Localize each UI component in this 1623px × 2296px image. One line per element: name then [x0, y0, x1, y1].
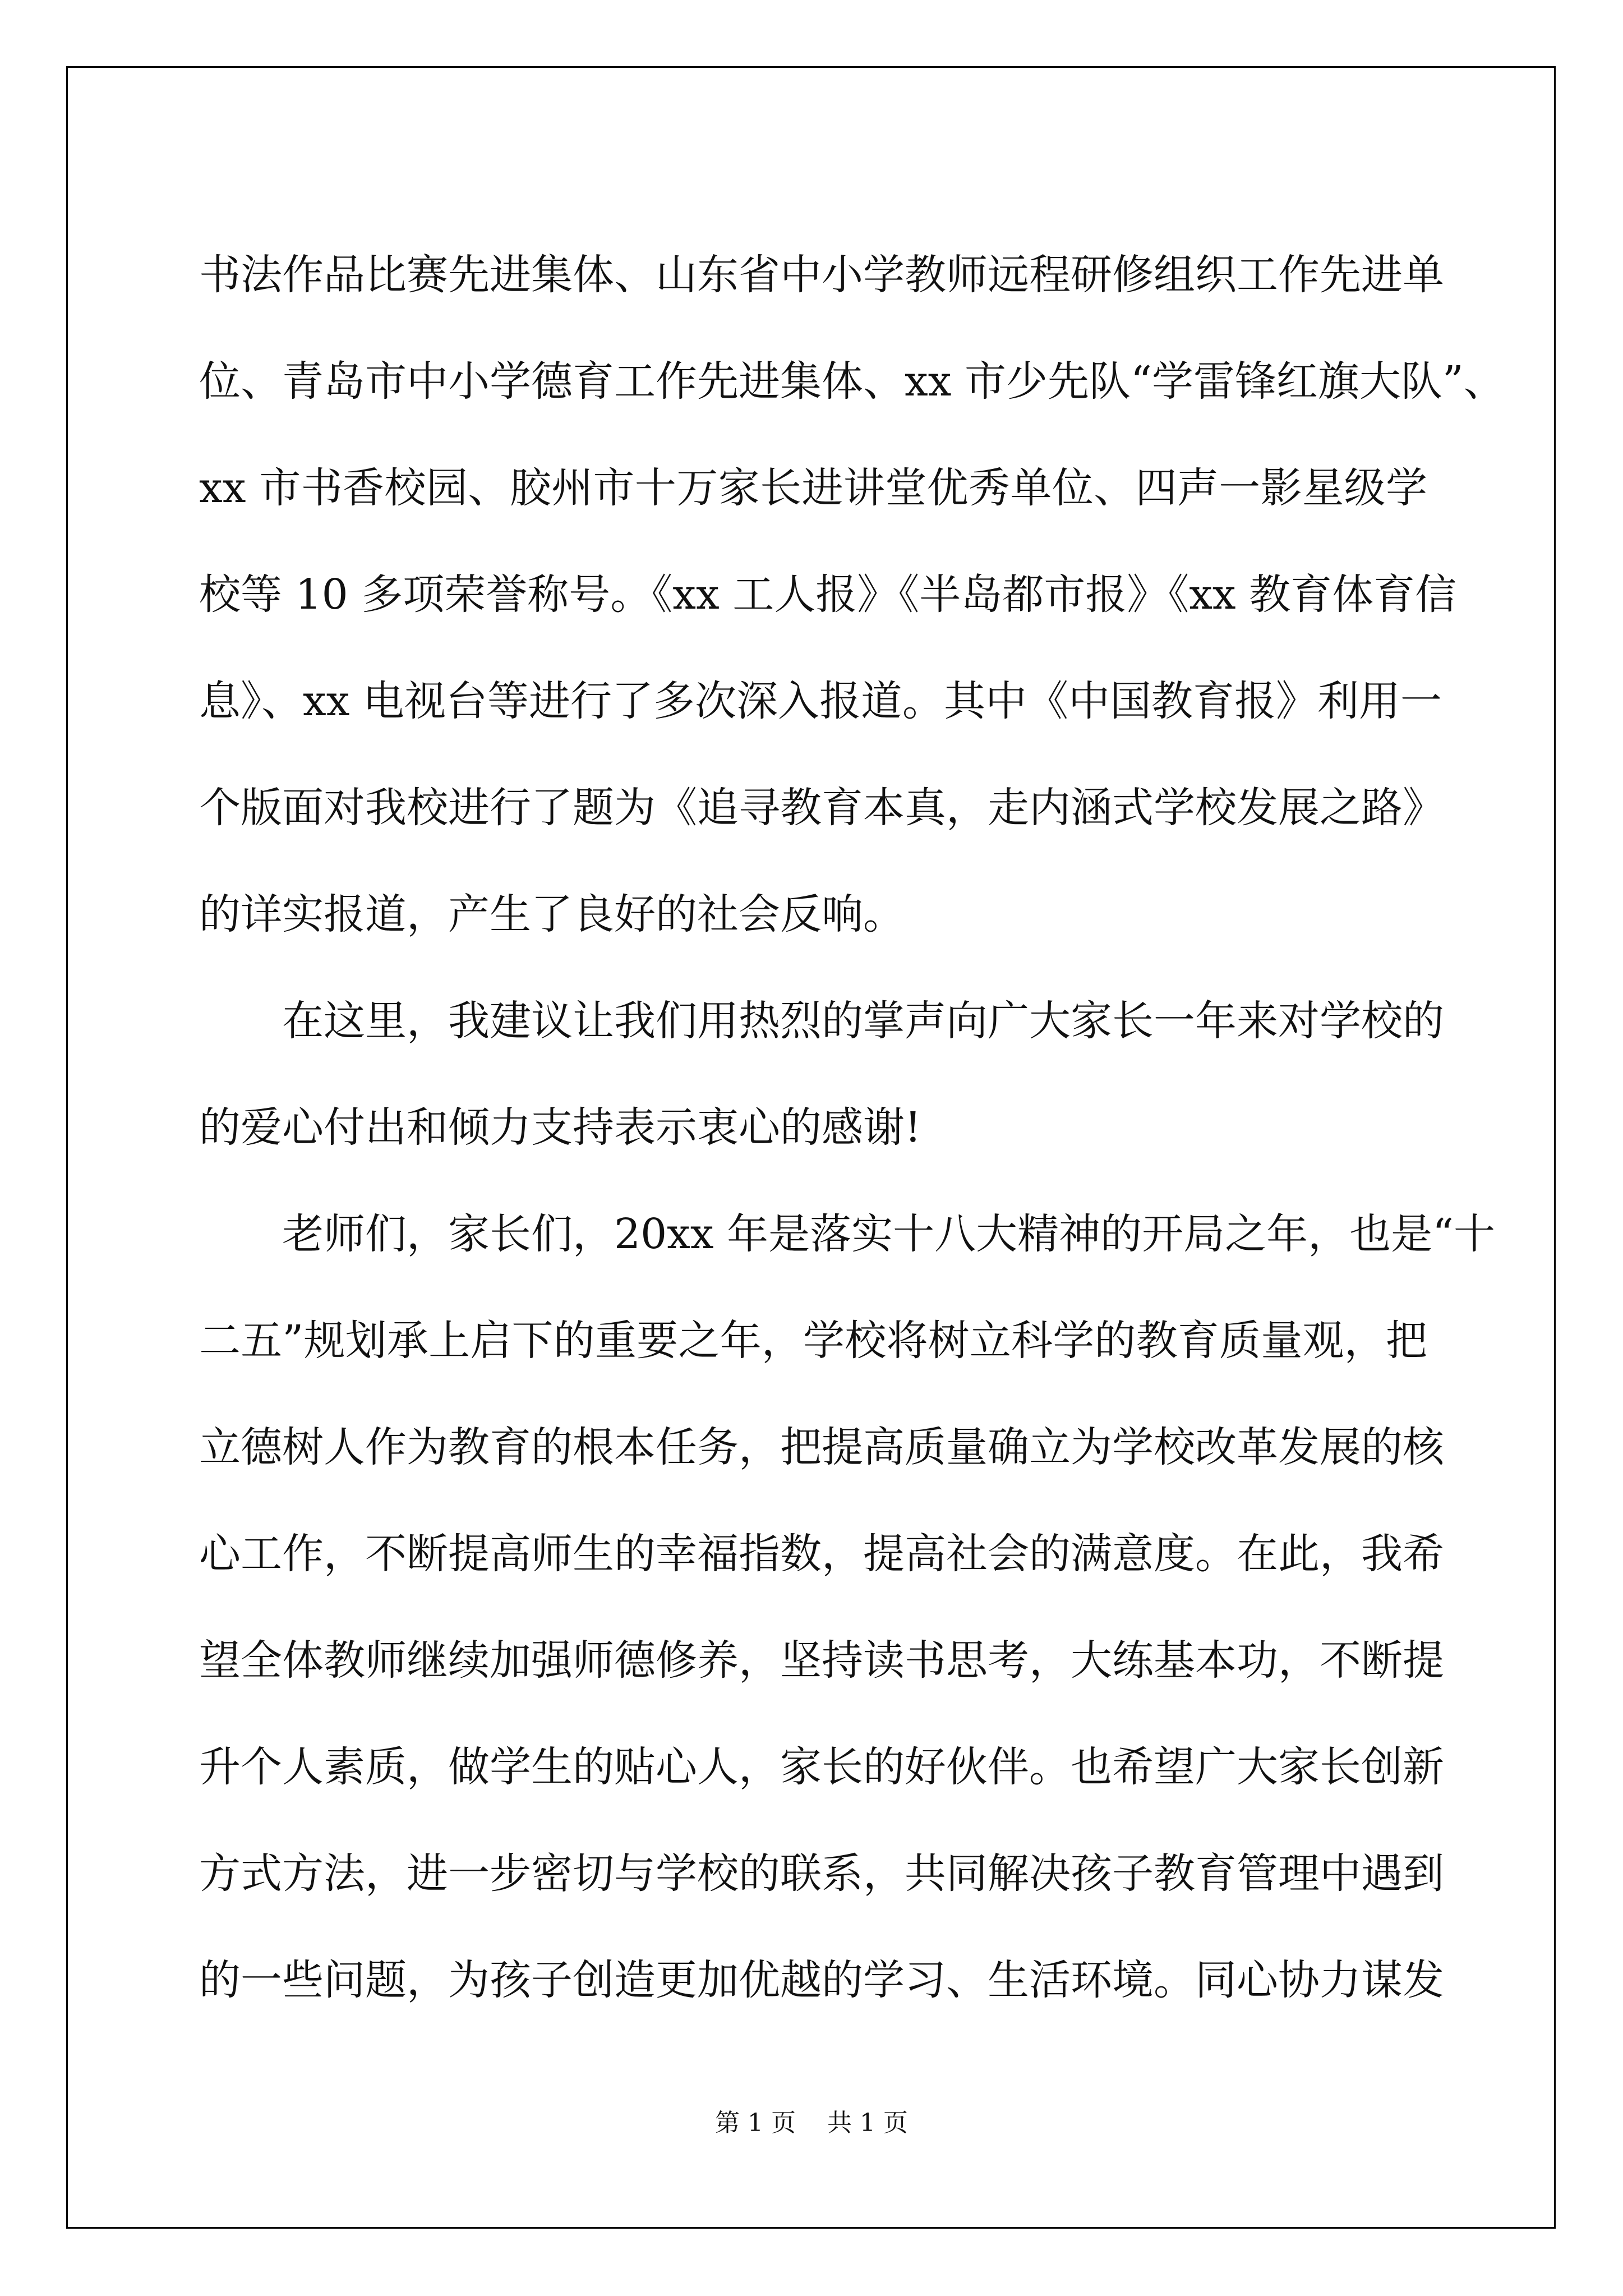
text-line: xx 市书香校园、胶州市十万家长进讲堂优秀单位、四声一影星级学 [199, 464, 1427, 512]
text-line: 立德树人作为教育的根本任务，把提高质量确立为学校改革发展的核 [199, 1423, 1444, 1471]
page-number: 第 1 页 [715, 2109, 796, 2137]
text-line-first: 在这里，我建议让我们用热烈的掌声向广大家长一年来对学校的 [282, 997, 1444, 1045]
text-line: 方式方法，进一步密切与学校的联系，共同解决孩子教育管理中遇到 [199, 1849, 1444, 1898]
text-line: 位、青岛市中小学德育工作先进集体、xx 市少先队“学雷锋红旗大队”、 [199, 357, 1505, 406]
text-line-last: 的详实报道，产生了良好的社会反响。 [199, 890, 905, 938]
text-line: 望全体教师继续加强师德修养，坚持读书思考，大练基本功，不断提 [199, 1636, 1444, 1685]
text-line: 书法作品比赛先进集体、山东省中小学教师远程研修组织工作先进单 [199, 251, 1444, 299]
text-line-last: 的爱心付出和倾力支持表示衷心的感谢! [199, 1103, 921, 1152]
page-footer [0, 2106, 1623, 2140]
text-line: 息》、xx 电视台等进行了多次深入报道。其中《中国教育报》利用一 [199, 677, 1442, 725]
text-line: 校等 10 多项荣誉称号。《xx 工人报》《半岛都市报》《xx 教育体育信 [199, 570, 1457, 619]
text-line: 心工作，不断提高师生的幸福指数，提高社会的满意度。在此，我希 [199, 1530, 1444, 1578]
text-line: 升个人素质，做学生的贴心人，家长的好伙伴。也希望广大家长创新 [199, 1743, 1444, 1791]
document-body [199, 222, 1505, 2033]
text-line: 的一些问题，为孩子创造更加优越的学习、生活环境。同心协力谋发 [199, 1956, 1444, 2004]
text-line: 个版面对我校进行了题为《追寻教育本真，走内涵式学校发展之路》 [199, 784, 1444, 832]
text-line-first: 老师们，家长们，20xx 年是落实十八大精神的开局之年，也是“十 [282, 1210, 1495, 1258]
page-total: 共 1 页 [827, 2109, 908, 2137]
text-line: 二五”规划承上启下的重要之年，学校将树立科学的教育质量观，把 [199, 1317, 1427, 1365]
